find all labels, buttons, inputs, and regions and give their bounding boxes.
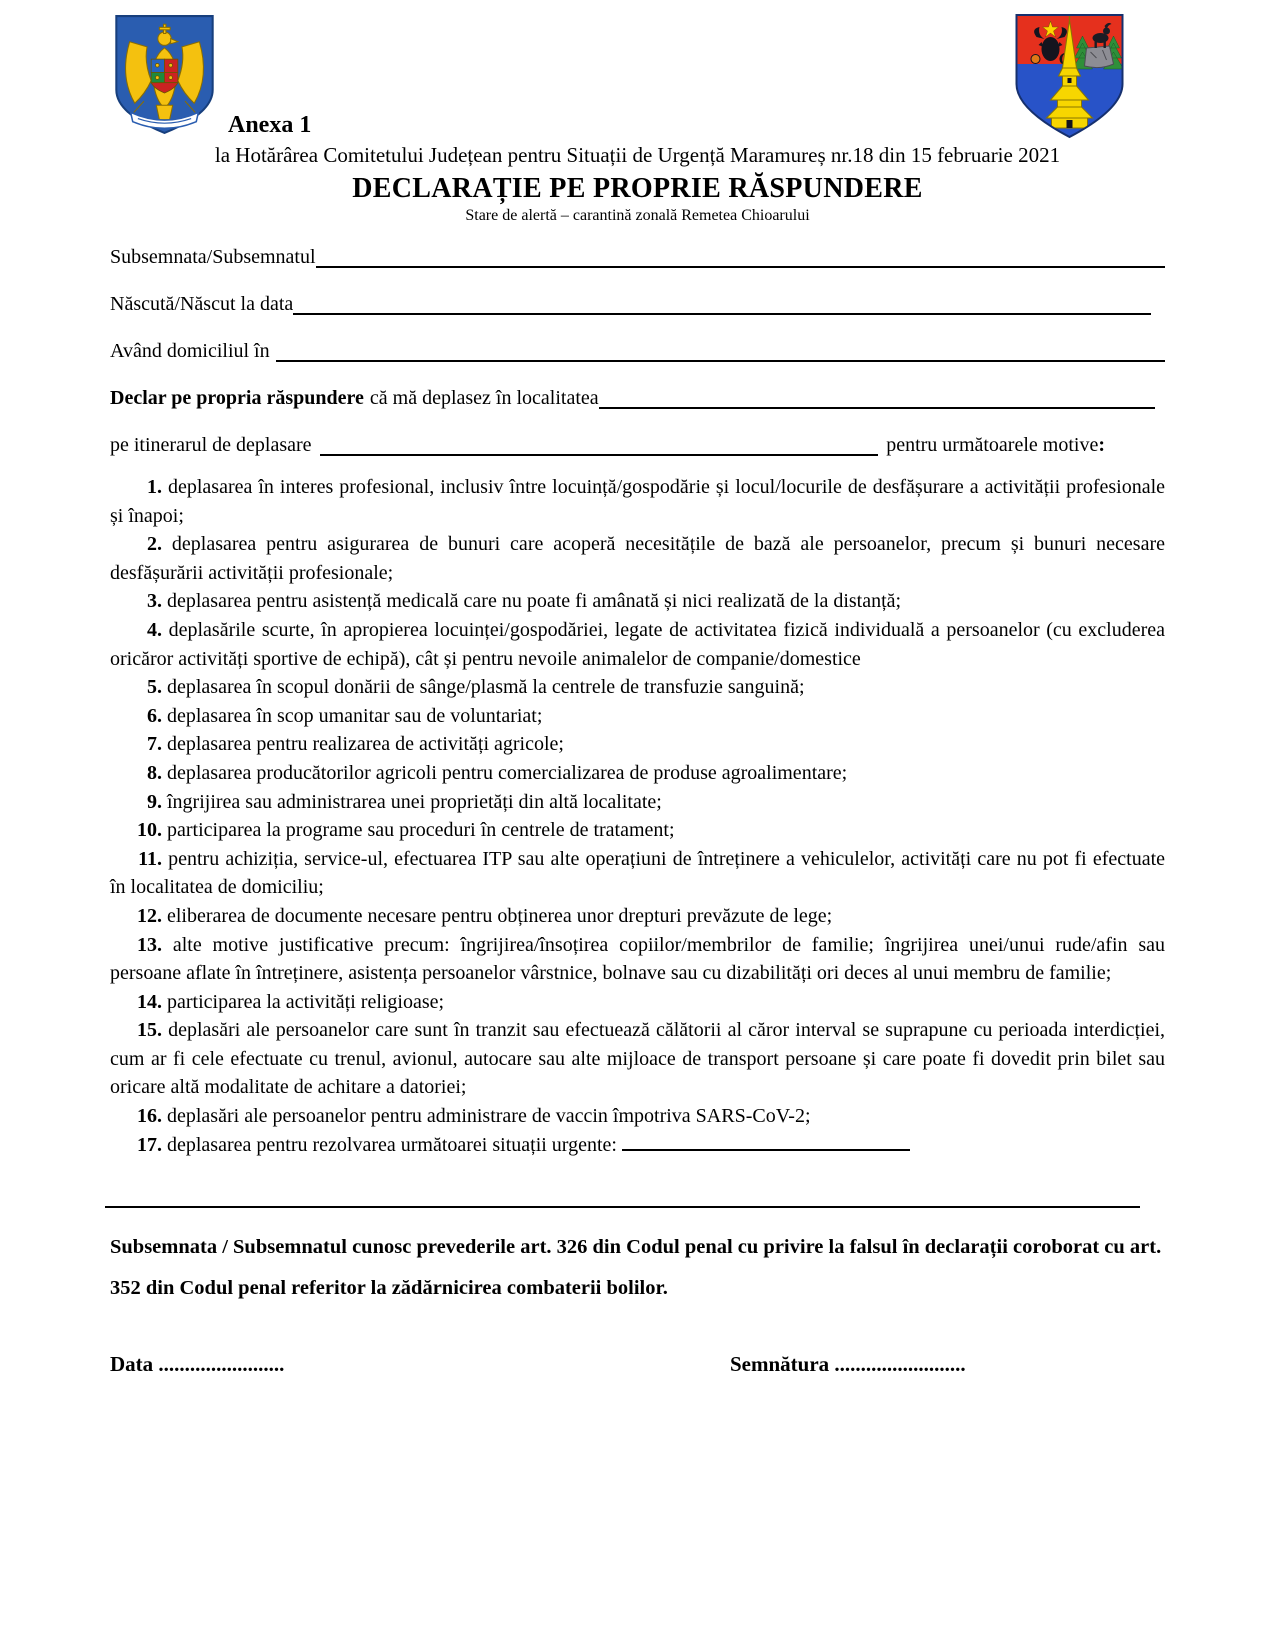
motive-number: 11. — [138, 847, 162, 870]
motive-text: deplasarea în interes profesional, inclusiv între locuință/gospodărie și locul/locurile de desfășurare a activității profesionale și înapoi; — [110, 476, 1166, 527]
legal-notice: Subsemnata / Subsemnatul cunosc prevederile art. 326 din Codul penal cu privire la falsul în declarații coroborat cu art. 352 din Codul penal referitor la zădărnicirea combaterii bolilor. — [110, 1236, 1162, 1300]
motive-item — [110, 931, 1165, 988]
motive-item — [110, 730, 1165, 759]
motive-number: 1. — [147, 476, 162, 498]
motive-text: deplasările scurte, în apropierea locuinței/gospodăriei, legate de activitatea fizică individuală a persoanelor (cu excluderea oricăror activități sportive de echipă), cât și pentru nevoile animalelor de companie/domestice — [110, 618, 1166, 670]
motive-item — [110, 816, 1165, 845]
motive-number: 6. — [147, 704, 162, 727]
domicile-label: Având domiciliul în — [110, 340, 270, 362]
motive-item — [110, 1016, 1165, 1102]
maramures-coat-of-arms-icon — [1012, 12, 1127, 140]
field-row-subscriber — [110, 242, 1165, 272]
field-row-domicile — [110, 336, 1165, 366]
motive-text: deplasarea pentru asistență medicală care nu poate fi amânată și nici realizată de la distanță; — [167, 590, 902, 613]
motive-number: 2. — [147, 533, 162, 556]
motive-item — [110, 530, 1165, 587]
motive-item — [110, 473, 1165, 530]
birthdate-label: Născută/Născut la data — [110, 293, 294, 315]
motive-number: 5. — [147, 676, 162, 699]
domicile-input-line[interactable] — [276, 340, 1165, 362]
motive-number: 16. — [137, 1105, 162, 1128]
motive-text: deplasarea în scopul donării de sânge/plasmă la centrele de transfuzie sanguină; — [167, 676, 805, 699]
date-label: Data — [110, 1352, 154, 1377]
itinerary-input-line[interactable] — [320, 434, 879, 456]
motive-number: 17. — [137, 1133, 162, 1156]
annex-label: Anexa 1 — [228, 112, 312, 138]
motive-item — [110, 759, 1165, 788]
motive-item — [110, 788, 1165, 817]
motive-text: eliberarea de documente necesare pentru obținerea unor drepturi prevăzute de lege; — [167, 904, 833, 927]
birthdate-input-line[interactable] — [293, 293, 1151, 315]
signature-row — [110, 1352, 1165, 1377]
motives-list — [110, 473, 1165, 1159]
motive-item — [110, 587, 1165, 616]
motive-number: 4. — [147, 618, 162, 641]
signature-field — [730, 1352, 1165, 1377]
declare-rest-label: că mă deplasez în localitatea — [369, 387, 599, 409]
motive-text: îngrijirea sau administrarea unei proprietăți din altă localitate; — [167, 790, 662, 813]
page-title: DECLARAȚIE PE PROPRIE RĂSPUNDERE — [352, 173, 923, 204]
motive-text: deplasarea pentru realizarea de activități agricole; — [167, 733, 564, 756]
motive-text: pentru achiziția, service-ul, efectuarea ITP sau alte operațiuni de întreținere a vehiculelor, activități care nu pot fi efectuate în localitatea de domiciliu; — [110, 847, 1166, 899]
motive-number: 10. — [137, 819, 162, 842]
motive-number: 7. — [147, 733, 162, 756]
motive-text: participarea la activități religioase; — [167, 990, 445, 1013]
motive-number: 9. — [147, 790, 162, 813]
motive-text: participarea la programe sau proceduri în centrele de tratament; — [167, 819, 675, 842]
motive-number: 13. — [137, 933, 162, 956]
motive-number: 12. — [137, 904, 162, 927]
decision-reference: la Hotărârea Comitetului Județean pentru Situații de Urgență Maramureș nr.18 din 15 februarie 2021 — [214, 143, 1061, 167]
motive-number: 3. — [147, 590, 162, 613]
motive-number: 15. — [137, 1019, 162, 1042]
locality-input-line[interactable] — [599, 387, 1155, 409]
romania-coat-of-arms-icon — [113, 13, 216, 136]
motive-item — [110, 845, 1165, 902]
declare-bold-label: Declar pe propria răspundere — [110, 387, 364, 409]
urgent-situation-input-line[interactable] — [622, 1133, 910, 1151]
itinerary-suffix — [886, 430, 1165, 460]
field-row-itinerary — [110, 430, 1165, 460]
itinerary-suffix-colon: : — [1098, 434, 1105, 456]
page-subtitle: Stare de alertă – carantină zonală Remetea Chioarului — [465, 207, 810, 224]
motive-item — [110, 702, 1165, 731]
motive-text: deplasarea pentru asigurarea de bunuri care acoperă necesitățile de bază ale persoanelor, precum și bunuri necesare desfășurării activității profesionale; — [110, 533, 1165, 584]
motive-text: deplasarea pentru rezolvarea următoarei situații urgente: — [167, 1133, 617, 1156]
motive-text: deplasarea în scop umanitar sau de voluntariat; — [167, 704, 543, 727]
motive-item — [110, 673, 1165, 702]
subscriber-input-line[interactable] — [316, 246, 1165, 268]
motive-text: deplasări ale persoanelor pentru administrare de vaccin împotriva SARS-CoV-2; — [167, 1105, 811, 1128]
urgent-situation-extra-line[interactable] — [105, 1206, 1140, 1208]
signature-label: Semnătura — [730, 1352, 830, 1377]
field-row-declaration — [110, 383, 1165, 413]
motive-item — [110, 1102, 1165, 1131]
motive-text: alte motive justificative precum: îngrijirea/însoțirea copiilor/membrilor de familie; îngrijirea unei/unui rude/afin sau persoane aflate în întreținere, asistența persoanelor vârstnice, bolnave sau cu dizabilități ori deces al unui membru de familie; — [110, 933, 1166, 985]
motive-17 — [110, 1131, 1165, 1160]
motive-text: deplasarea producătorilor agricoli pentru comercializarea de produse agroalimentare; — [167, 761, 848, 784]
motive-item — [110, 902, 1165, 931]
motive-number: 8. — [147, 761, 162, 784]
motive-number: 14. — [137, 990, 162, 1013]
motive-item — [110, 616, 1165, 673]
signature-fill-dots[interactable]: ......................... — [834, 1352, 966, 1377]
date-field — [110, 1352, 730, 1377]
motive-text: deplasări ale persoanelor care sunt în tranzit sau efectuează călătorii al căror interval se suprapune cu perioada interdicției, cum ar fi cele efectuate cu trenul, avionul, autocare sau alte mijloace de transport persoane și care poate fi dovedit prin bilet sau oricare altă modalitate de achitare a datoriei; — [110, 1019, 1165, 1099]
field-row-birthdate — [110, 289, 1165, 319]
date-fill-dots[interactable]: ........................ — [158, 1352, 285, 1377]
itinerary-label: pe itinerarul de deplasare — [110, 434, 312, 456]
subscriber-label: Subsemnata/Subsemnatul — [110, 246, 316, 268]
itinerary-suffix-text: pentru următoarele motive — [886, 434, 1099, 456]
motive-item — [110, 988, 1165, 1017]
